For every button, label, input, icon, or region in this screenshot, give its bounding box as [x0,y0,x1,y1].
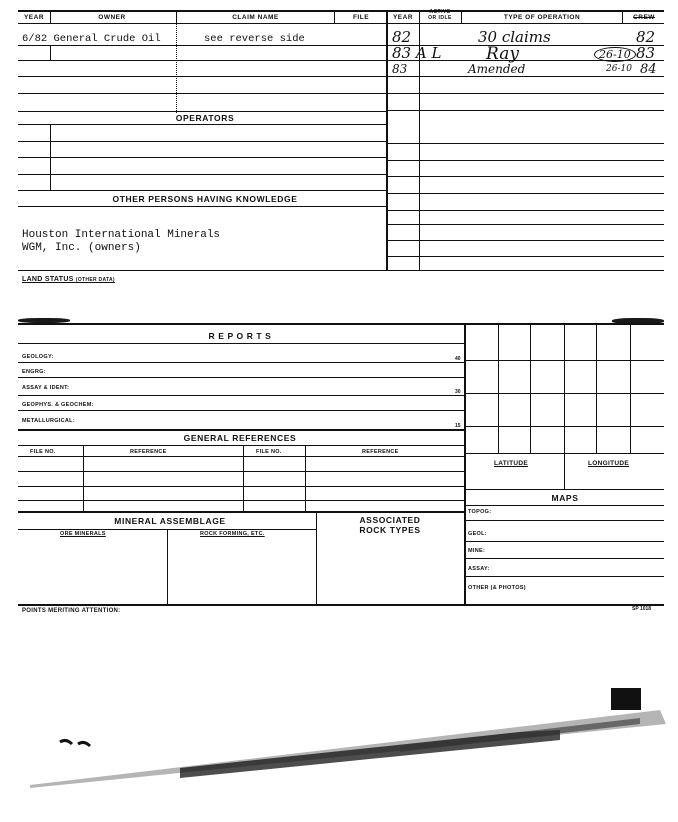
activity-year-2: 83 A L [392,44,442,62]
activity-operation-3: Amended [468,62,526,76]
associated-rock-types [320,515,460,535]
header-or-idle: OR IDLE [428,15,452,21]
mineral-assemblage-heading: MINERAL ASSEMBLAGE [114,516,226,526]
ref-file-no-1: FILE NO. [30,449,56,455]
claim-entry: see reverse side [204,33,305,45]
scan-artifact [0,680,678,800]
report-geology-num: 40 [455,356,461,362]
activity-code-2: 26-10 [594,47,636,62]
reports-heading: R E P O R T S [208,331,272,341]
report-metallurgical: METALLURGICAL: [22,418,75,424]
header-file: FILE [352,14,370,21]
operators-heading: OPERATORS [175,113,235,123]
activity-crew-3: 84 [640,62,657,77]
header-year: YEAR [23,14,45,21]
rock-forming: ROCK FORMING, ETC. [200,531,265,537]
associated-line-1: ASSOCIATED [359,515,421,525]
activity-year-3: 83 [392,62,408,76]
activity-operation-1: 30 claims [478,28,551,46]
land-status-note: (OTHER DATA) [75,277,115,283]
header-owner: OWNER [98,14,126,21]
other-persons-heading: OTHER PERSONS HAVING KNOWLEDGE [112,194,298,204]
ref-reference-1: REFERENCE [130,449,167,455]
owner-entry: 6/82 General Crude Oil [22,33,161,45]
maps-mine: MINE: [468,548,486,554]
points-meriting-attention: POINTS MERITING ATTENTION: [22,608,121,614]
report-metallurgical-num: 15 [455,423,461,429]
header-type-of-operation: TYPE OF OPERATION [503,14,581,21]
person-line-2: WGM, Inc. (owners) [22,242,141,254]
maps-heading: MAPS [551,493,579,503]
ref-reference-2: REFERENCE [362,449,399,455]
associated-line-2: ROCK TYPES [359,525,421,535]
header-year-2: YEAR [392,14,414,21]
latitude-label: LATITUDE [494,460,529,467]
longitude-label: LONGITUDE [588,460,629,467]
header-claim-name: CLAIM NAME [232,14,279,21]
maps-assay: ASSAY: [468,566,490,572]
ref-file-no-2: FILE NO. [256,449,282,455]
report-engrg: ENGRG: [22,369,46,375]
header-crew: CREW [633,14,655,21]
maps-other: OTHER (& PHOTOS) [468,585,526,591]
form-code: SP 1018 [632,606,652,612]
land-status-title: LAND STATUS [22,276,74,283]
ore-minerals: ORE MINERALS [60,531,106,537]
header-active: ACTIVE [429,9,451,15]
activity-operation-2: Ray [486,44,519,64]
header-active-idle [420,9,460,21]
person-line-1: Houston International Minerals [22,229,221,241]
general-references-heading: GENERAL REFERENCES [183,433,297,443]
activity-year-1: 82 [392,28,412,46]
maps-geol: GEOL: [468,531,487,537]
activity-crew-2: 83 [636,44,656,62]
activity-crew-1: 82 [636,28,656,46]
report-geology: GEOLOGY: [22,354,54,360]
maps-topog: TOPOG: [468,509,492,515]
report-geophys: GEOPHYS. & GEOCHEM: [22,402,94,408]
report-assay: ASSAY & IDENT: [22,385,70,391]
report-assay-num: 30 [455,389,461,395]
activity-code-3: 26-10 [606,64,632,74]
land-status-label [22,276,115,283]
